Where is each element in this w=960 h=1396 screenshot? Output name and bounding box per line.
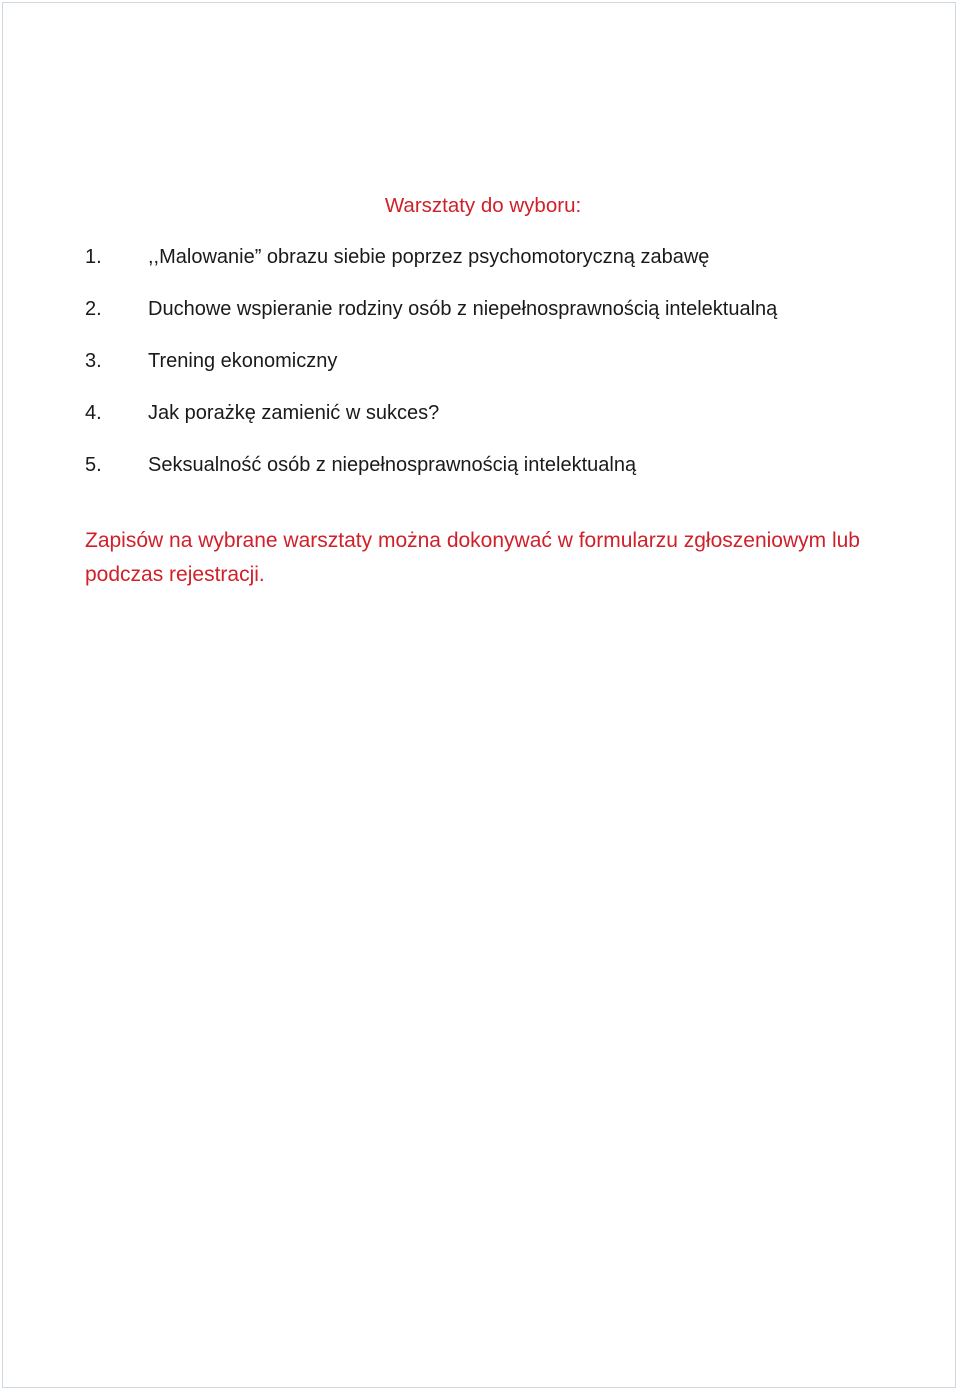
list-item-text: Trening ekonomiczny (148, 350, 338, 372)
list-item-number: 5. (85, 454, 102, 476)
registration-note: Zapisów na wybrane warsztaty można dokonywać w formularzu zgłoszeniowym lub podczas rejestracji. (85, 529, 860, 586)
list-item-text: Jak porażkę zamienić w sukces? (148, 402, 440, 424)
list-item (85, 296, 905, 348)
list-item-number: 1. (85, 246, 102, 268)
list-item-text: ,,Malowanie” obrazu siebie poprzez psychomotoryczną zabawę (148, 246, 710, 268)
workshop-list (85, 244, 905, 504)
list-item-text: Seksualność osób z niepełnosprawnością intelektualną (148, 454, 637, 476)
list-item-text: Duchowe wspieranie rodziny osób z niepełnosprawnością intelektualną (148, 298, 778, 320)
list-item (85, 348, 905, 400)
document-page (2, 2, 956, 1388)
list-item (85, 244, 905, 296)
list-item-number: 3. (85, 350, 102, 372)
list-item (85, 452, 905, 504)
list-item-number: 4. (85, 402, 102, 424)
workshops-heading: Warsztaty do wyboru: (384, 194, 582, 217)
list-item-number: 2. (85, 298, 102, 320)
list-item (85, 400, 905, 452)
